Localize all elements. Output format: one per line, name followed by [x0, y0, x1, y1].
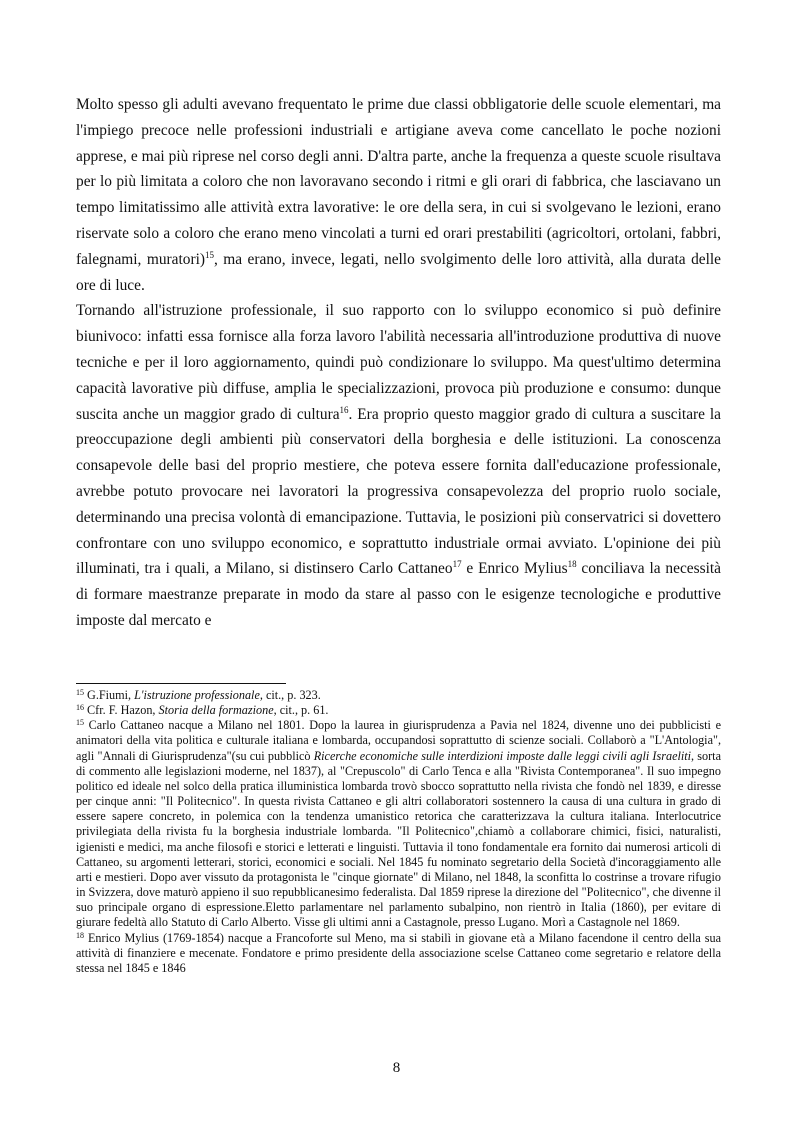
page-body: [76, 92, 721, 634]
footnote-ref-15[interactable]: 15: [204, 249, 214, 260]
main-text: [76, 92, 721, 634]
footnote-18: $^{18}$ Enrico Mylius (1769-1854) nacque a Francoforte sul Meno, ma si stabilì in giovane età a Milano facendone il centro della sua attività di finanziere e mecenate. Fondatore e primo presidente della associazione scelse Cattaneo come segretario e relatore della stessa nel 1845 e 1846: [76, 930, 721, 975]
footnote-separator: [76, 683, 286, 684]
footnote-ref-17[interactable]: 17: [452, 559, 462, 570]
paragraph-1: Molto spesso gli adulti avevano frequentato le prime due classi obbligatorie delle scuole elementari, ma l'impiego precoce nelle professioni industriali e artigiane aveva come cancellato le poche nozioni apprese, e mai più riprese nel corso degli anni. D'altra parte, anche la frequenza a queste scuole risultava per lo più limitata a coloro che non lavoravano secondo i ritmi e gli orari di fabbrica, che lasciavano un tempo limitatissimo alle attività extra lavorative: le ore della sera, in cui si svolgevano le lezioni, erano riservate solo a coloro che erano meno vincolati a turni ed orari prestabiliti (agricoltori, ortolani, fabbri, falegnami, muratori)$^{15}$, ma erano, invece, legati, nello svolgimento delle loro attività, alla durata delle ore di luce.: [76, 96, 721, 294]
paragraph-2: Tornando all'istruzione professionale, il suo rapporto con lo sviluppo economico si può definire biunivoco: infatti essa fornisce alla forza lavoro l'abilità necessaria all'introduzione produttiva di nuove tecniche e per il loro aggiornamento, quindi può condizionare lo sviluppo. Ma quest'ultimo determina capacità lavorative più diffuse, amplia le specializzazioni, provoca più produzione e consumo: dunque suscita anche un maggior grado di cultura$^{16}$. Era proprio questo maggior grado di cultura a suscitare la preoccupazione degli ambienti più conservatori della borghesia e delle istituzioni. La conoscenza consapevole delle basi del proprio mestiere, che poteva essere fornita dall'educazione professionale, avrebbe potuto provocare nei lavoratori la progressiva consapevolezza del proprio ruolo sociale, determinando una precisa volontà di emancipazione. Tuttavia, le posizioni più conservatrici si dovettero confrontare con uno sviluppo economico, e soprattutto industriale ormai avviato. L'opinione dei più illuminati, tra i quali, a Milano, si distinsero Carlo Cattaneo$^{17}$ e Enrico Mylius$^{18}$ conciliava la necessità di formare maestranze preparate in modo da stare al passo con le esigenze tecnologiche e produttive imposte dal mercato e: [76, 302, 721, 629]
footnote-15: $^{15}$ G.Fiumi, L'istruzione professionale, cit., p. 323.: [76, 688, 321, 702]
footnote-17: $^{15}$ Carlo Cattaneo nacque a Milano nel 1801. Dopo la laurea in giurisprudenza a Pavia nel 1824, divenne uno dei pubblicisti e animatori della vita politica e culturale italiana e lombarda, occupandosi soprattutto di scienze sociali. Collaborò a "L'Antologia", agli "Annali di Giurisprudenza"(su cui pubblicò Ricerche economiche sulle interdizioni imposte dalle leggi civili agli Israeliti, sorta di commento alle legislazioni moderne, nel 1837), al "Crepuscolo" di Carlo Tenca e alla "Rivista Contemporanea". Il suo impegno politico ed ideale nel solco della pratica illuministica lombarda trovò sbocco soprattutto nella rivista che fondò nel 1839, e diresse per cinque anni: "Il Politecnico". In questa rivista Cattaneo e gli altri collaboratori sostennero la causa di una cultura in grado di essere sapere concreto, in polemica con la tendenza umanistico retorica che caratterizzava la cultura italiana. Interlocutrice privilegiata della rivista fu la borghesia industriale lombarda. "Il Politecnico",chiamò a collaborare chimici, fisici, naturalisti, igienisti e medici, ma anche filosofi e storici e letterati e linguisti. Tuttavia il tono fondamentale era fornito dai numerosi articoli di Cattaneo, su argomenti letterari, storici, economici e sociali. Nel 1845 fu nominato segretario della Società d'incoraggiamento alle arti e mestieri. Dopo aver vissuto da protagonista le "cinque giornate" di Milano, nel 1848, la sconfitta lo costrinse a trovare rifugio in Svizzera, dove maturò appieno il suo repubblicanesimo federalista. Dal 1859 riprese la direzione del "Politecnico", che divenne il suo principale organo di espressione.Eletto parlamentare nel parlamento subalpino, non rientrò in Italia (1860), per evitare di giurare fedeltà allo Statuto di Carlo Alberto. Visse gli ultimi anni a Castagnole, presso Lugano. Morì a Castagnole nel 1869.: [76, 718, 721, 930]
footnote-ref-18[interactable]: 18: [567, 559, 577, 570]
page-number: 8: [392, 1060, 401, 1076]
footnote-ref-16[interactable]: 16: [339, 404, 349, 415]
footnote-16: $^{16}$ Cfr. F. Hazon, Storia della formazione, cit., p. 61.: [76, 703, 329, 718]
footnotes: [76, 688, 721, 976]
